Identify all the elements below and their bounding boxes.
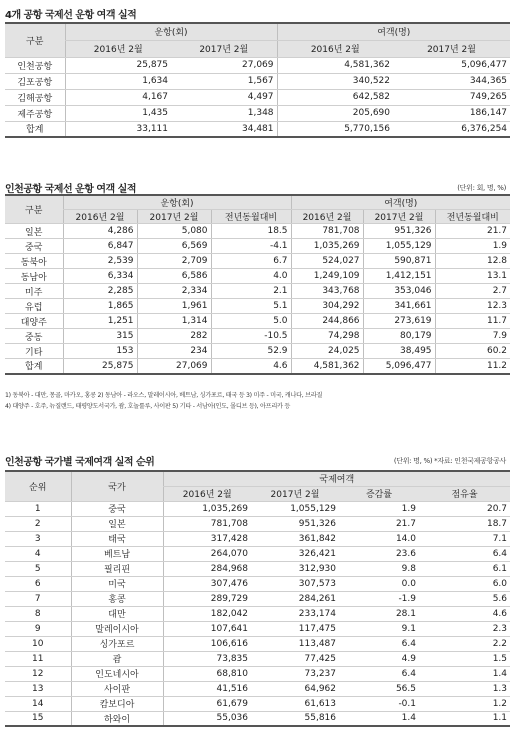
passengers-2017: 1,412,151 (363, 269, 435, 284)
growth-rate: 23.6 (339, 546, 419, 561)
passengers-2017: 1,055,129 (251, 501, 339, 516)
flights-2017: 27,069 (171, 57, 277, 73)
share: 4.6 (419, 606, 510, 621)
country-name: 베트남 (71, 546, 163, 561)
rank: 13 (5, 681, 71, 696)
table-row (5, 606, 510, 621)
country-name: 사이판 (71, 681, 163, 696)
flights-2017: 6,586 (137, 269, 211, 284)
flights-yoy: 5.1 (211, 299, 291, 314)
flights-2016: 25,875 (63, 359, 137, 374)
passengers-2016: 307,476 (163, 576, 251, 591)
flights-2016: 25,875 (65, 57, 171, 73)
header-2016: 2016년 2월 (163, 486, 251, 501)
passengers-2016: 74,298 (291, 329, 363, 344)
rank: 1 (5, 501, 71, 516)
table-row (5, 359, 510, 374)
passengers-2016: 781,708 (163, 516, 251, 531)
growth-rate: -1.9 (339, 591, 419, 606)
passengers-2017: 73,237 (251, 666, 339, 681)
passengers-2017: 1,055,129 (363, 239, 435, 254)
section2-table (5, 194, 510, 375)
passengers-2016: 73,835 (163, 651, 251, 666)
passengers-2016: 61,679 (163, 696, 251, 711)
header-passengers: 여객(명) (277, 23, 510, 40)
region-name: 동남아 (5, 269, 63, 284)
passengers-2016: 343,768 (291, 284, 363, 299)
table-row (5, 651, 510, 666)
passengers-2016: 41,516 (163, 681, 251, 696)
section3-table (5, 470, 510, 727)
country-name: 괌 (71, 651, 163, 666)
passengers-yoy: 11.7 (435, 314, 510, 329)
header-passengers-2016: 2016년 2월 (291, 210, 363, 224)
passengers-2016: 106,616 (163, 636, 251, 651)
rank: 12 (5, 666, 71, 681)
rank: 11 (5, 651, 71, 666)
passengers-2016: 642,582 (277, 89, 393, 105)
section1-table (5, 22, 510, 138)
passengers-yoy: 11.2 (435, 359, 510, 374)
passengers-2017: 55,816 (251, 711, 339, 726)
rank: 8 (5, 606, 71, 621)
flights-2017: 234 (137, 344, 211, 359)
table-row (5, 516, 510, 531)
passengers-2017: 341,661 (363, 299, 435, 314)
country-name: 홍콩 (71, 591, 163, 606)
share: 20.7 (419, 501, 510, 516)
rank: 2 (5, 516, 71, 531)
header-flights-yoy: 전년동월대비 (211, 210, 291, 224)
country-name: 미국 (71, 576, 163, 591)
share: 1.2 (419, 696, 510, 711)
header-flights: 운항(회) (63, 195, 291, 210)
passengers-2016: 1,249,109 (291, 269, 363, 284)
share: 1.1 (419, 711, 510, 726)
region-name: 미주 (5, 284, 63, 299)
table-row (5, 501, 510, 516)
flights-yoy: 2.1 (211, 284, 291, 299)
table-row (5, 681, 510, 696)
share: 18.7 (419, 516, 510, 531)
region-name: 합계 (5, 359, 63, 374)
table-row (5, 89, 510, 105)
region-name: 기타 (5, 344, 63, 359)
region-name: 유럽 (5, 299, 63, 314)
flights-yoy: -10.5 (211, 329, 291, 344)
passengers-yoy: 21.7 (435, 224, 510, 239)
flights-yoy: 5.0 (211, 314, 291, 329)
header-flights-2017: 2017년 2월 (171, 40, 277, 57)
flights-2017: 34,481 (171, 121, 277, 137)
flights-2017: 282 (137, 329, 211, 344)
flights-2016: 1,251 (63, 314, 137, 329)
flights-yoy: 18.5 (211, 224, 291, 239)
share: 7.1 (419, 531, 510, 546)
growth-rate: 56.5 (339, 681, 419, 696)
flights-2016: 33,111 (65, 121, 171, 137)
rank: 5 (5, 561, 71, 576)
header-passengers-2016: 2016년 2월 (277, 40, 393, 57)
growth-rate: 21.7 (339, 516, 419, 531)
flights-2017: 1,567 (171, 73, 277, 89)
table-row (5, 696, 510, 711)
airport-name: 김해공항 (5, 89, 65, 105)
growth-rate: 1.9 (339, 501, 419, 516)
rank: 10 (5, 636, 71, 651)
country-name: 인도네시아 (71, 666, 163, 681)
flights-2016: 4,167 (65, 89, 171, 105)
header-international-passengers: 국제여객 (163, 471, 510, 486)
flights-2017: 1,348 (171, 105, 277, 121)
section2-note-1: 1) 동북아 - 대만, 몽골, 마카오, 홍콩 2) 동남아 - 라오스, 말레이시아, 베트남, 싱가포르, 태국 등 3) 미주 - 미국, 캐나다, 브라질 (5, 392, 323, 399)
table-row (5, 344, 510, 359)
rank: 4 (5, 546, 71, 561)
passengers-yoy: 7.9 (435, 329, 510, 344)
flights-2017: 4,497 (171, 89, 277, 105)
growth-rate: 4.9 (339, 651, 419, 666)
header-passengers-2017: 2017년 2월 (393, 40, 510, 57)
flights-2017: 1,961 (137, 299, 211, 314)
country-name: 싱가포르 (71, 636, 163, 651)
passengers-2016: 4,581,362 (291, 359, 363, 374)
passengers-2017: 80,179 (363, 329, 435, 344)
passengers-2017: 38,495 (363, 344, 435, 359)
region-name: 중동 (5, 329, 63, 344)
flights-2016: 6,334 (63, 269, 137, 284)
table-row (5, 314, 510, 329)
header-growth: 증감률 (339, 486, 419, 501)
passengers-2017: 951,326 (251, 516, 339, 531)
region-name: 대양주 (5, 314, 63, 329)
section2-note-2: 4) 대양주 - 호주, 뉴질랜드, 태평양도서국가, 괌, 호놀룰루, 사이판 5) 기타 - 서남아(인도, 몰디브 등), 아프리카 등 (5, 403, 291, 410)
share: 1.4 (419, 666, 510, 681)
header-passengers-2017: 2017년 2월 (363, 210, 435, 224)
passengers-yoy: 1.9 (435, 239, 510, 254)
flights-yoy: 52.9 (211, 344, 291, 359)
flights-yoy: 4.0 (211, 269, 291, 284)
section2-title: 인천공항 국제선 운항 여객 실적 (5, 184, 137, 195)
rank: 7 (5, 591, 71, 606)
passengers-2017: 6,376,254 (393, 121, 510, 137)
passengers-2016: 1,035,269 (163, 501, 251, 516)
growth-rate: 9.8 (339, 561, 419, 576)
passengers-2017: 353,046 (363, 284, 435, 299)
rank: 6 (5, 576, 71, 591)
region-name: 일본 (5, 224, 63, 239)
table-row (5, 531, 510, 546)
flights-2017: 5,080 (137, 224, 211, 239)
passengers-2016: 4,581,362 (277, 57, 393, 73)
airport-name: 합계 (5, 121, 65, 137)
passengers-2016: 107,641 (163, 621, 251, 636)
passengers-2016: 524,027 (291, 254, 363, 269)
growth-rate: -0.1 (339, 696, 419, 711)
passengers-2017: 117,475 (251, 621, 339, 636)
country-name: 하와이 (71, 711, 163, 726)
passengers-2016: 1,035,269 (291, 239, 363, 254)
flights-2016: 153 (63, 344, 137, 359)
flights-yoy: 4.6 (211, 359, 291, 374)
header-gubun: 구분 (5, 23, 65, 57)
section1-title: 4개 공항 국제선 운항 여객 실적 (5, 10, 137, 21)
share: 6.0 (419, 576, 510, 591)
country-name: 중국 (71, 501, 163, 516)
flights-yoy: 6.7 (211, 254, 291, 269)
table-row (5, 57, 510, 73)
table-row (5, 621, 510, 636)
passengers-2017: 186,147 (393, 105, 510, 121)
share: 6.1 (419, 561, 510, 576)
table-row (5, 546, 510, 561)
passengers-2017: 284,261 (251, 591, 339, 606)
passengers-2017: 64,962 (251, 681, 339, 696)
country-name: 캄보디아 (71, 696, 163, 711)
header-gubun: 구분 (5, 195, 63, 224)
passengers-2017: 77,425 (251, 651, 339, 666)
table-row (5, 254, 510, 269)
passengers-2017: 361,842 (251, 531, 339, 546)
table-row (5, 561, 510, 576)
passengers-2016: 55,036 (163, 711, 251, 726)
passengers-2016: 781,708 (291, 224, 363, 239)
passengers-yoy: 12.3 (435, 299, 510, 314)
country-name: 태국 (71, 531, 163, 546)
passengers-2017: 326,421 (251, 546, 339, 561)
flights-2016: 4,286 (63, 224, 137, 239)
share: 6.4 (419, 546, 510, 561)
passengers-2016: 304,292 (291, 299, 363, 314)
airport-name: 김포공항 (5, 73, 65, 89)
country-name: 대만 (71, 606, 163, 621)
table-row (5, 636, 510, 651)
table-row (5, 329, 510, 344)
section2-unit: (단위: 회, 명, %) (457, 184, 506, 192)
flights-2016: 6,847 (63, 239, 137, 254)
passengers-2017: 344,365 (393, 73, 510, 89)
growth-rate: 1.4 (339, 711, 419, 726)
passengers-yoy: 12.8 (435, 254, 510, 269)
passengers-2016: 244,866 (291, 314, 363, 329)
region-name: 동북아 (5, 254, 63, 269)
region-name: 중국 (5, 239, 63, 254)
header-country: 국가 (71, 471, 163, 501)
passengers-2017: 951,326 (363, 224, 435, 239)
passengers-2016: 284,968 (163, 561, 251, 576)
header-share: 점유율 (419, 486, 510, 501)
growth-rate: 28.1 (339, 606, 419, 621)
passengers-2017: 5,096,477 (363, 359, 435, 374)
table-row (5, 711, 510, 726)
rank: 3 (5, 531, 71, 546)
header-passengers-yoy: 전년동월대비 (435, 210, 510, 224)
airport-name: 제주공항 (5, 105, 65, 121)
section3-unit: (단위: 명, %) *자료: 인천국제공항공사 (393, 457, 506, 465)
country-name: 일본 (71, 516, 163, 531)
passengers-2016: 182,042 (163, 606, 251, 621)
passengers-2016: 289,729 (163, 591, 251, 606)
flights-yoy: -4.1 (211, 239, 291, 254)
growth-rate: 6.4 (339, 666, 419, 681)
share: 5.6 (419, 591, 510, 606)
growth-rate: 14.0 (339, 531, 419, 546)
growth-rate: 6.4 (339, 636, 419, 651)
table-row (5, 269, 510, 284)
passengers-2017: 113,487 (251, 636, 339, 651)
rank: 15 (5, 711, 71, 726)
flights-2016: 2,539 (63, 254, 137, 269)
section3-title: 인천공항 국가별 국제여객 실적 순위 (5, 457, 155, 468)
flights-2017: 1,314 (137, 314, 211, 329)
passengers-2016: 340,522 (277, 73, 393, 89)
header-flights-2017: 2017년 2월 (137, 210, 211, 224)
passengers-2017: 307,573 (251, 576, 339, 591)
table-row (5, 666, 510, 681)
header-flights-2016: 2016년 2월 (65, 40, 171, 57)
rank: 14 (5, 696, 71, 711)
flights-2016: 315 (63, 329, 137, 344)
table-row (5, 576, 510, 591)
table-row (5, 73, 510, 89)
passengers-yoy: 2.7 (435, 284, 510, 299)
passengers-2016: 264,070 (163, 546, 251, 561)
flights-2016: 2,285 (63, 284, 137, 299)
share: 1.3 (419, 681, 510, 696)
passengers-yoy: 60.2 (435, 344, 510, 359)
table-row (5, 105, 510, 121)
passengers-2017: 749,265 (393, 89, 510, 105)
flights-2017: 2,334 (137, 284, 211, 299)
country-name: 필리핀 (71, 561, 163, 576)
passengers-2016: 5,770,156 (277, 121, 393, 137)
flights-2016: 1,865 (63, 299, 137, 314)
growth-rate: 0.0 (339, 576, 419, 591)
passengers-2016: 205,690 (277, 105, 393, 121)
growth-rate: 9.1 (339, 621, 419, 636)
share: 2.2 (419, 636, 510, 651)
header-flights-2016: 2016년 2월 (63, 210, 137, 224)
passengers-2017: 233,174 (251, 606, 339, 621)
table-row (5, 121, 510, 137)
passengers-2017: 590,871 (363, 254, 435, 269)
header-passengers: 여객(명) (291, 195, 510, 210)
table-row (5, 299, 510, 314)
flights-2016: 1,634 (65, 73, 171, 89)
header-rank: 순위 (5, 471, 71, 501)
table-row (5, 591, 510, 606)
flights-2016: 1,435 (65, 105, 171, 121)
passengers-2016: 24,025 (291, 344, 363, 359)
table-row (5, 239, 510, 254)
country-name: 말레이시아 (71, 621, 163, 636)
passengers-2016: 317,428 (163, 531, 251, 546)
passengers-2017: 5,096,477 (393, 57, 510, 73)
flights-2017: 6,569 (137, 239, 211, 254)
passengers-2017: 61,613 (251, 696, 339, 711)
share: 1.5 (419, 651, 510, 666)
passengers-2016: 68,810 (163, 666, 251, 681)
table-row (5, 224, 510, 239)
passengers-2017: 273,619 (363, 314, 435, 329)
header-flights: 운항(회) (65, 23, 277, 40)
airport-name: 인천공항 (5, 57, 65, 73)
flights-2017: 27,069 (137, 359, 211, 374)
rank: 9 (5, 621, 71, 636)
passengers-2017: 312,930 (251, 561, 339, 576)
table-row (5, 284, 510, 299)
flights-2017: 2,709 (137, 254, 211, 269)
header-2017: 2017년 2월 (251, 486, 339, 501)
passengers-yoy: 13.1 (435, 269, 510, 284)
share: 2.3 (419, 621, 510, 636)
